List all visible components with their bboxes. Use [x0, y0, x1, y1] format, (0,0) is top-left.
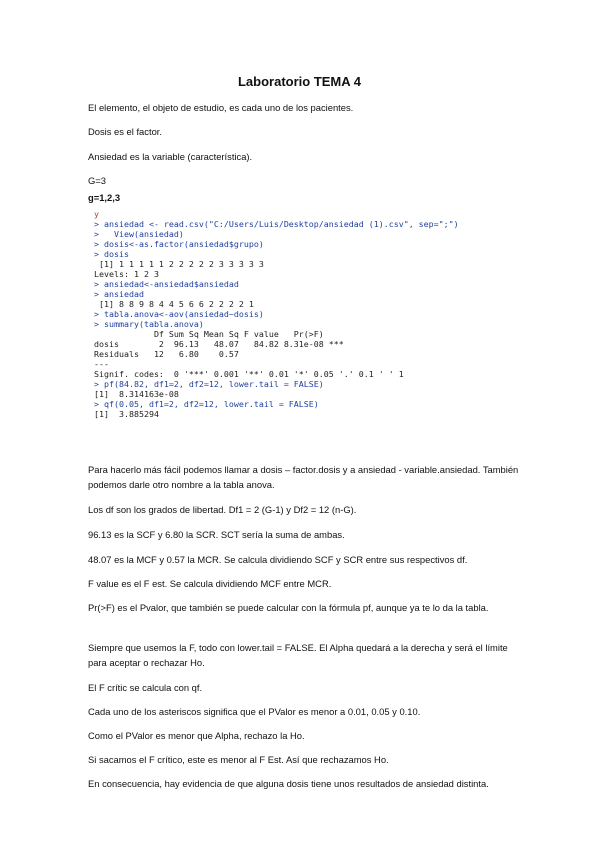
intro-line: Ansiedad es la variable (característica). — [88, 151, 253, 162]
paragraph: Como el PValor es menor que Alpha, rechazo la Ho. — [88, 730, 305, 741]
paragraph: 48.07 es la MCF y 0.57 la MCR. Se calcula dividiendo SCF y SCR entre sus respectivos df. — [88, 554, 468, 565]
console-line: > dosis — [94, 249, 129, 259]
paragraph: El F crític se calcula con qf. — [88, 682, 203, 693]
console-line: Levels: 1 2 3 — [94, 269, 159, 279]
console-line: y — [94, 209, 99, 219]
intro-line: G=3 — [88, 175, 106, 186]
paragraph: Para hacerlo más fácil podemos llamar a dosis – factor.dosis y a ansiedad - variable.ansiedad. También podemos darle otro nombre a la tabla anova. — [88, 464, 519, 490]
console-line: dosis 2 96.13 48.07 84.82 8.31e-08 *** — [94, 339, 344, 349]
paragraph: Cada uno de los asteriscos significa que el PValor es menor a 0.01, 0.05 y 0.10. — [88, 706, 421, 717]
console-line: Signif. codes: 0 '***' 0.001 '**' 0.01 '*' 0.05 '.' 0.1 ' ' 1 — [94, 369, 404, 379]
page-title: Laboratorio TEMA 4 — [237, 74, 362, 89]
console-line: [1] 8 8 9 8 4 4 5 6 6 2 2 2 2 1 — [94, 299, 254, 309]
console-line: > ansiedad<-ansiedad$ansiedad — [94, 279, 239, 289]
paragraph: Pr(>F) es el Pvalor, que también se puede calcular con la fórmula pf, aunque ya te lo da la tabla. — [88, 602, 489, 613]
console-line: > qf(0.05, df1=2, df2=12, lower.tail = FALSE) — [94, 399, 319, 409]
intro-line: El elemento, el objeto de estudio, es cada uno de los pacientes. — [88, 102, 354, 113]
console-line: --- — [94, 359, 109, 369]
paragraph: 96.13 es la SCF y 6.80 la SCR. SCT sería la suma de ambas. — [88, 529, 345, 540]
paragraph: Siempre que usemos la F, todo con lower.tail = FALSE. El Alpha quedará a la derecha y será el límite para aceptar o rechazar Ho. — [88, 642, 508, 668]
console-line: > ansiedad — [94, 289, 144, 299]
intro-line: g=1,2,3 — [88, 192, 121, 203]
console-line: > tabla.anova<-aov(ansiedad~dosis) — [94, 309, 264, 319]
paragraph: F value es el F est. Se calcula dividiendo MCF entre MCR. — [88, 578, 332, 589]
console-line: [1] 3.885294 — [94, 409, 159, 419]
console-line: > summary(tabla.anova) — [94, 319, 204, 329]
console-line: > View(ansiedad) — [94, 229, 184, 239]
console-line: Residuals 12 6.80 0.57 — [94, 349, 344, 359]
console-line: Df Sum Sq Mean Sq F value Pr(>F) — [94, 329, 344, 339]
r-console-screenshot — [88, 207, 498, 425]
console-line: > ansiedad <- read.csv("C:/Users/Luis/Desktop/ansiedad (1).csv", sep=";") — [94, 219, 459, 229]
console-line: [1] 8.314163e-08 — [94, 389, 179, 399]
console-line: > dosis<-as.factor(ansiedad$grupo) — [94, 239, 264, 249]
console-line: > pf(84.82, df1=2, df2=12, lower.tail = FALSE) — [94, 379, 324, 389]
paragraph: En consecuencia, hay evidencia de que alguna dosis tiene unos resultados de ansiedad distinta. — [88, 778, 489, 789]
paragraph: Si sacamos el F crítico, este es menor al F Est. Así que rechazamos Ho. — [88, 754, 389, 765]
intro-line: Dosis es el factor. — [88, 126, 162, 137]
console-line: [1] 1 1 1 1 1 2 2 2 2 2 3 3 3 3 3 — [94, 259, 264, 269]
paragraph: Los df son los grados de libertad. Df1 = 2 (G-1) y Df2 = 12 (n-G). — [88, 504, 357, 515]
